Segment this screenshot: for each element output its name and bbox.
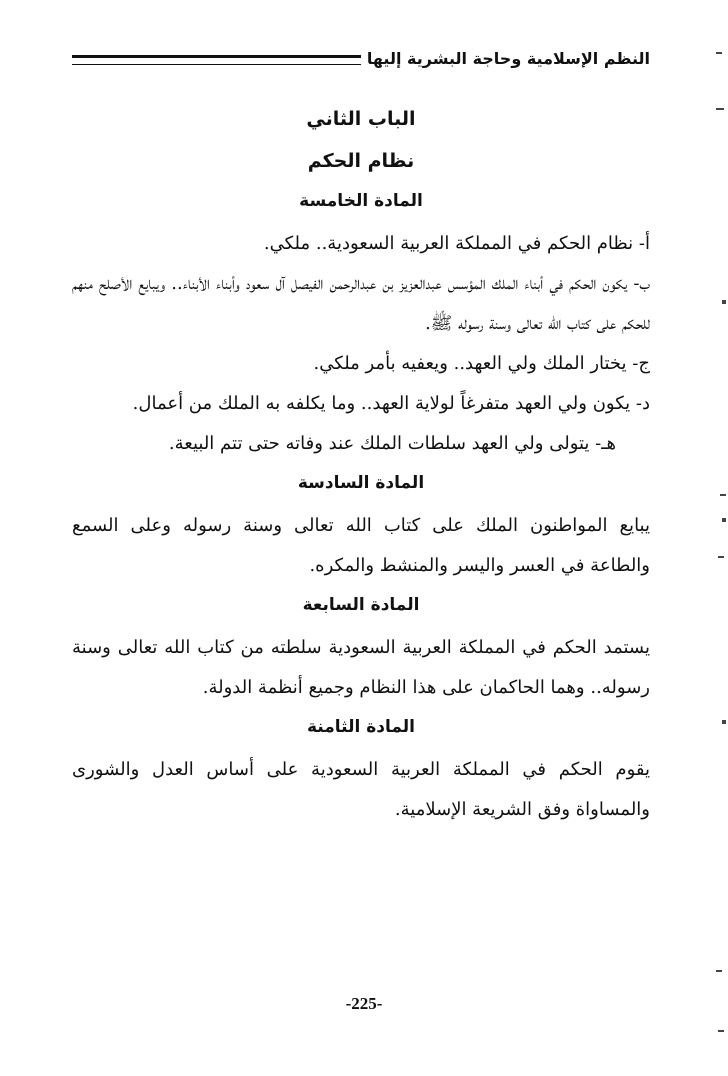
scan-mark xyxy=(722,720,726,724)
article-paragraph: يبايع المواطنون الملك على كتاب الله تعالى وسنة رسوله وعلى السمع والطاعة في العسر واليسر والمنشط والمكره. xyxy=(72,515,650,576)
clause-d: د- يكون ولي العهد متفرغاً لولاية العهد.. وما يكلفه به الملك من أعمال. xyxy=(132,393,650,414)
article-title: المادة السادسة xyxy=(297,473,425,493)
running-header xyxy=(72,44,650,72)
scan-mark xyxy=(716,108,724,110)
clause-e: هـ- يتولى ولي العهد سلطات الملك عند وفاته حتى تتم البيعة. xyxy=(168,433,616,454)
clause-c: ج- يختار الملك ولي العهد.. ويعفيه بأمر ملكي. xyxy=(313,353,650,374)
article-6 xyxy=(72,470,650,586)
clause-b: ب- يكون الحكم في أبناء الملك المؤسس عبدالعزيز بن عبدالرحمن الفيصل آل سعود وأبناء الأبناء.. ويبايع الأصلح منهم للحكم على كتاب الله تعالى وسنة رسوله ﷺ. xyxy=(72,273,650,334)
article-title: المادة السابعة xyxy=(302,595,420,615)
scan-mark xyxy=(718,1030,724,1032)
page-content xyxy=(72,104,650,830)
article-title: المادة الثامنة xyxy=(307,717,415,737)
chapter-title: نظام الحكم xyxy=(307,150,415,172)
running-title: النظم الإسلامية وحاجة البشرية إليها xyxy=(366,48,650,68)
scan-mark xyxy=(722,518,726,522)
scan-mark xyxy=(722,300,726,304)
scan-mark xyxy=(718,556,724,558)
chapter-heading: الباب الثاني xyxy=(306,108,416,130)
scan-mark xyxy=(716,970,722,972)
article-8 xyxy=(72,714,650,830)
article-title: المادة الخامسة xyxy=(299,191,423,211)
clause-a: أ- نظام الحكم في المملكة العربية السعودية.. ملكي. xyxy=(263,233,650,254)
page-number: -225- xyxy=(345,994,383,1013)
scan-mark xyxy=(720,494,726,496)
scan-mark xyxy=(716,52,722,54)
article-5 xyxy=(72,188,650,464)
header-rule xyxy=(72,55,361,65)
article-paragraph: يستمد الحكم في المملكة العربية السعودية سلطته من كتاب الله تعالى وسنة رسوله.. وهما الحاكمان على هذا النظام وجميع أنظمة الدولة. xyxy=(72,637,650,698)
article-paragraph: يقوم الحكم في المملكة العربية السعودية على أساس العدل والشورى والمساواة وفق الشريعة الإسلامية. xyxy=(72,759,650,820)
article-7 xyxy=(72,592,650,708)
